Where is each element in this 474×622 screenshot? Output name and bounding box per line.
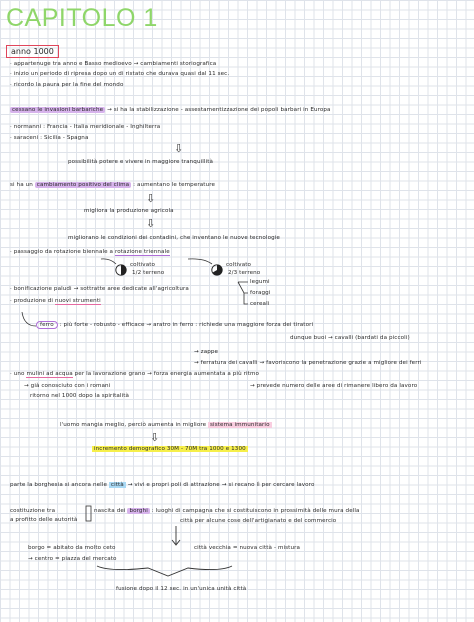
nuovi-highlight: nuovi strumenti [54, 298, 101, 304]
year-box: anno 1000 [6, 45, 59, 58]
note-label: 2/3 terreno [228, 270, 261, 276]
down-arrow-icon: ⇩ [146, 217, 156, 230]
note-label: 1/2 terreno [132, 270, 165, 276]
note-label: legumi [250, 279, 270, 285]
borghesia-pre: parte la borghesia si ancora nelle [10, 482, 107, 488]
demografico-highlight: incremento demografico 30M - 70M tra 1000 e 1300 [94, 446, 246, 452]
invasioni-highlight: cessano le invasioni barbariche [12, 107, 104, 113]
note-line: → prevede numero delle aree di rimanere libero da lavoro [250, 383, 418, 389]
invasioni-line [10, 107, 331, 114]
clima-pre: si ha un [10, 182, 33, 188]
citta-highlight: città [110, 482, 124, 488]
note-line: borgo = abitato da molto ceto [28, 545, 116, 551]
note-line: città vecchia = nuova città - mistura [194, 545, 301, 551]
note-label: coltivato [130, 262, 156, 268]
note-line: migliorano le condizioni dei contadini, che inventano le nuove tecnologie [68, 235, 280, 241]
invasioni-text: → si ha la stabilizzazione - assestamentizzazione dei popoli barbari in Europa [107, 107, 331, 113]
mulini-text: per la lavorazione grano → forza energia aumentata a più ritmo [74, 371, 260, 377]
note-line: a profitto delle autorità [10, 517, 78, 523]
note-line: · appartenuge tra anno e Basso medioevo → cambiamenti storiografica [10, 61, 217, 67]
ferro-text: : più forte - robusto - efficace → aratro in ferro : richiede una maggiore forza dei tiratori [59, 322, 314, 328]
borghesia-text: → vivi e propri poli di attrazione → si recano lì per cercare lavoro [127, 482, 315, 488]
two-thirds-pie-icon [212, 265, 222, 275]
chapter-title: CAPITOLO 1 [6, 4, 158, 32]
note-line: possibilità potere e vivere in maggiore tranquillità [68, 159, 214, 165]
note-line: migliora la produzione agricola [84, 208, 174, 214]
note-label: foraggi [250, 290, 271, 296]
mangia-pre: l'uomo mangia meglio, perciò aumenta in migliore [60, 422, 207, 428]
demografico-line [92, 446, 248, 453]
nuovi-line [10, 298, 101, 305]
note-line: · saraceni : Sicilia - Spagna [10, 135, 89, 141]
note-line: dunque buoi → cavalli (bardati da piccoli) [290, 335, 410, 341]
down-arrow-icon: ⇩ [150, 431, 160, 444]
note-line: → ferratura dei cavalli → favoriscono la penetrazione grazie a migliore dei ferri [194, 360, 422, 366]
note-line: → zappe [194, 349, 219, 355]
note-line: costituzione tra [10, 508, 56, 514]
down-arrow-icon: ⇩ [174, 142, 184, 155]
clima-post: : aumentano le temperature [133, 182, 216, 188]
clima-line [10, 182, 215, 189]
note-line: → già conosciuto con i romani [24, 383, 111, 389]
note-line: fusione dopo il 12 sec. in un'unica unità città [116, 586, 247, 592]
mulini-pre: · uno [10, 371, 25, 377]
note-line: · normanni : Francia - Italia meridionale - Inghilterra [10, 124, 161, 130]
note-label: coltivato [226, 262, 252, 268]
nuovi-pre: · produzione di [10, 298, 54, 304]
half-pie-icon [116, 265, 126, 275]
note-label: cereali [250, 301, 270, 307]
ferro-circle: ferro [36, 321, 58, 329]
note-line: · bonificazione paludi → sottratte aree dedicate all'agricoltura [10, 286, 189, 292]
borghi-line [94, 508, 360, 515]
ferro-line [36, 322, 313, 329]
borghi-highlight: borghi [129, 508, 148, 514]
note-line: · inizio un periodo di ripresa dopo un di ristato che durava quasi dal 11 sec. [10, 71, 230, 77]
mangia-line [60, 422, 272, 429]
mangia-highlight: sistema immunitario [210, 422, 270, 428]
rotazione-highlight: rotazione triennale [114, 249, 170, 255]
note-line: città per alcune cose dell'artigianato e del commercio [180, 518, 337, 524]
mulini-highlight: mulini ad acqua [26, 371, 73, 377]
rotazione-pre: · passaggio da rotazione biennale a [10, 249, 114, 255]
note-line: · ricordo la paura per la fine del mondo [10, 82, 124, 88]
note-line: → centro = piazza del mercato [28, 556, 117, 562]
mulini-line [10, 371, 259, 378]
borghi-text: : luoghi di campagna che si costituiscono in prossimità delle mura della [151, 508, 360, 514]
rotazione-line [10, 249, 170, 256]
down-arrow-icon: ⇩ [146, 192, 156, 205]
clima-highlight: cambiamento positivo del clima [36, 182, 130, 188]
borghi-pre: nascita dei [94, 508, 126, 514]
borghesia-line [10, 482, 314, 489]
note-line: ritorno nel 1000 dopo la spiritalità [30, 393, 130, 399]
